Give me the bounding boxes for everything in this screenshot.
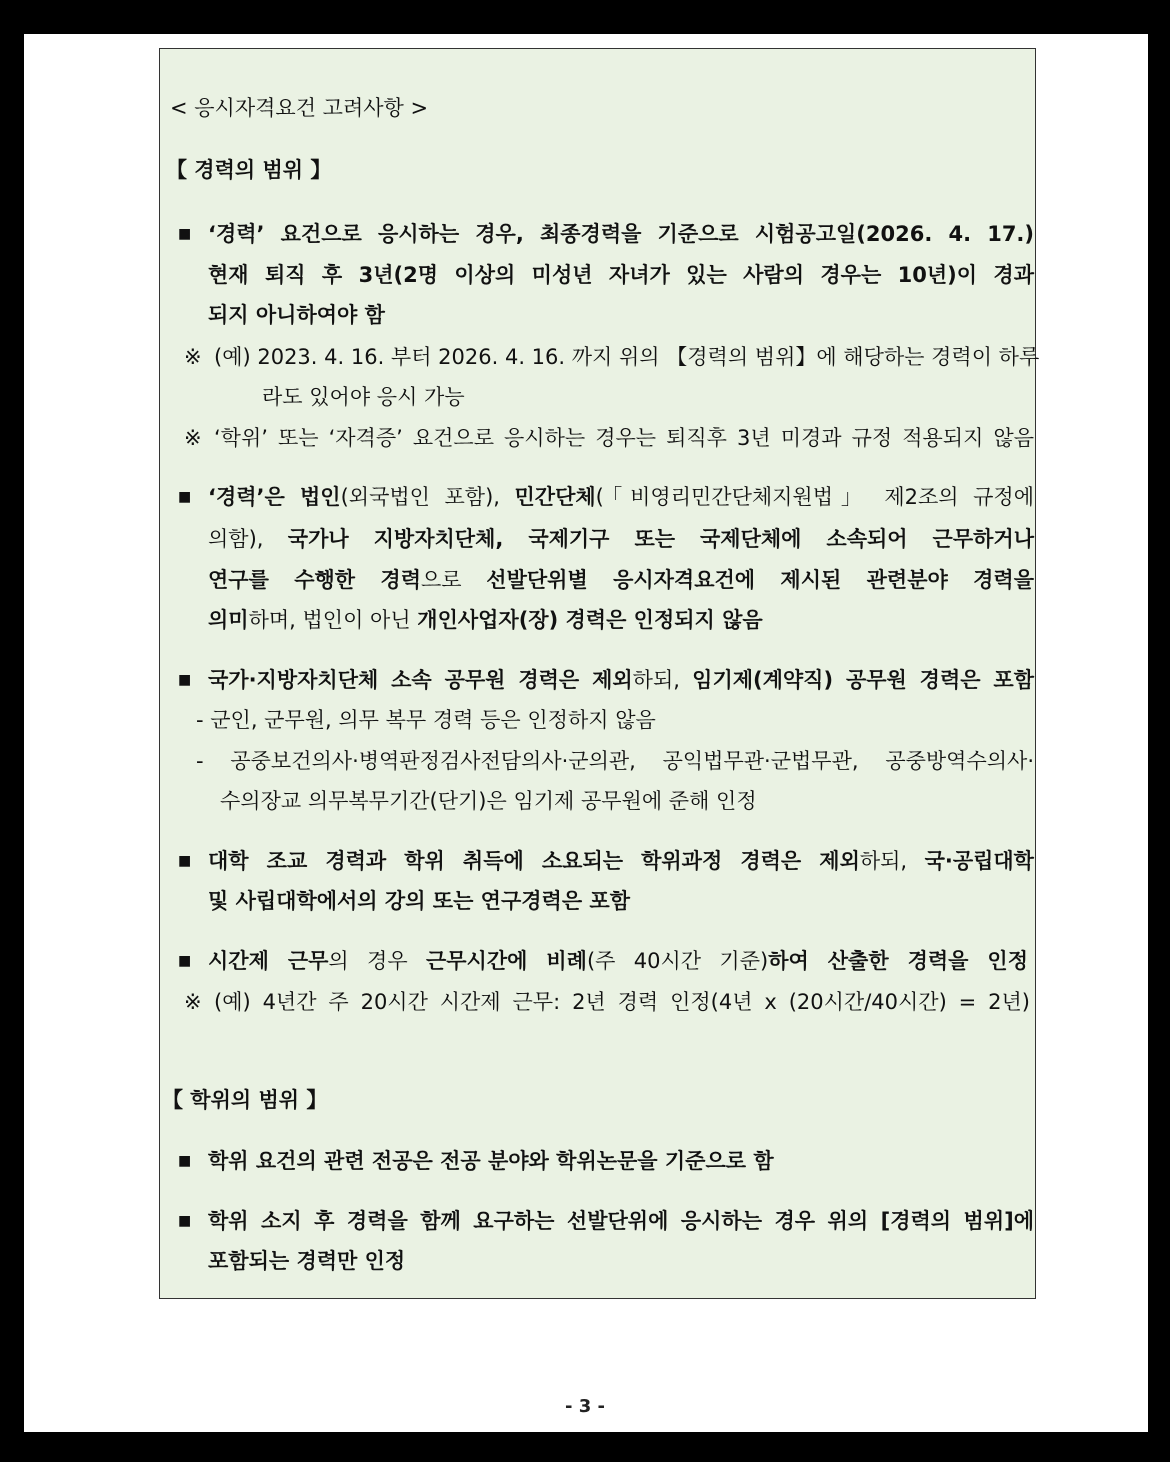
career-note-2 [0,418,1170,458]
career-bullet-3-dash-2-line-2 [0,781,1170,821]
career-bullet-3-dash-2 [0,741,1170,781]
career-bullet-3-dash-1 [0,700,1170,740]
degree-heading-line [0,1080,1170,1120]
dash-text: - 군인, 군무원, 의무 복무 경력 등은 인정하지 않음 [196,708,656,732]
career-bullet-1 [0,214,1170,254]
degree-section-heading: 【 학위의 범위 】 [162,1088,328,1112]
bullet-icon: ■ [178,953,192,969]
page-number: - 3 - [565,1396,605,1417]
career-bullet-4 [0,841,1170,881]
career-note-3 [0,982,1170,1022]
bullet-text: 의함), 국가나 지방자치단체, 국제기구 또는 국제단체에 소속되어 근무하거나 [208,527,1034,551]
dash-text: 수의장교 의무복무기간(단기)은 임기제 공무원에 준해 인정 [220,789,757,813]
reference-mark-icon: ※ [184,426,202,450]
bullet-text: 현재 퇴직 후 3년(2명 이상의 미성년 자녀가 있는 사람의 경우는 10년)이 경과 [208,263,1034,287]
career-bullet-2 [0,477,1170,517]
note-text: (예) 4년간 주 20시간 시간제 근무: 2년 경력 인정(4년 x (20시간/40시간) = 2년) [214,990,1030,1014]
bullet-icon: ■ [178,226,192,242]
bullet-text: 포함되는 경력만 인정 [208,1249,406,1273]
bullet-text: ‘경력’은 법인(외국법인 포함), 민간단체(「비영리민간단체지원법」 제2조의 규정에 [208,485,1034,509]
bullet-text: 대학 조교 경력과 학위 취득에 소요되는 학위과정 경력은 제외하되, 국·공립대학 [208,849,1034,873]
bullet-text: 연구를 수행한 경력으로 선발단위별 응시자격요건에 제시된 관련분야 경력을 [208,568,1034,592]
top-frame [0,0,1170,34]
career-bullet-3 [0,660,1170,700]
bullet-text: 학위 소지 후 경력을 함께 요구하는 선발단위에 응시하는 경우 위의 [경력의 범위]에 [208,1209,1034,1233]
career-bullet-2-line-2 [0,519,1170,559]
bullet-text: 의미하며, 법인이 아닌 개인사업자(장) 경력은 인정되지 않음 [208,608,763,632]
bullet-text: 학위 요건의 관련 전공은 전공 분야와 학위논문을 기준으로 함 [208,1149,774,1173]
career-bullet-1-line-2 [0,255,1170,295]
box-title-line [0,88,1170,128]
box-title: < 응시자격요건 고려사항 > [170,96,429,120]
degree-bullet-2-line-2 [0,1241,1170,1281]
career-bullet-1-line-3 [0,295,1170,335]
bullet-text: 되지 아니하여야 함 [208,303,385,327]
degree-bullet-2 [0,1201,1170,1241]
career-bullet-5 [0,941,1170,981]
bullet-icon: ■ [178,1213,192,1229]
reference-mark-icon: ※ [184,990,202,1014]
degree-bullet-1 [0,1141,1170,1181]
reference-mark-icon: ※ [184,345,202,369]
bullet-icon: ■ [178,1153,192,1169]
career-note-1 [0,337,1170,377]
bullet-text: 및 사립대학에서의 강의 또는 연구경력은 포함 [208,889,630,913]
bullet-text: ‘경력’ 요건으로 응시하는 경우, 최종경력을 기준으로 시험공고일(2026. 4. 17.) [208,222,1034,246]
note-text: 라도 있어야 응시 가능 [262,385,465,409]
bullet-text: 국가·지방자치단체 소속 공무원 경력은 제외하되, 임기제(계약직) 공무원 경력은 포함 [208,668,1034,692]
career-note-1-line-2 [0,377,1170,417]
career-bullet-2-line-3 [0,560,1170,600]
career-heading-line [0,150,1170,190]
note-text: ‘학위’ 또는 ‘자격증’ 요건으로 응시하는 경우는 퇴직후 3년 미경과 규정 적용되지 않음 [214,426,1034,450]
dash-text: - 공중보건의사·병역판정검사전담의사·군의관, 공익법무관·군법무관, 공중방역수의사· [196,749,1034,773]
bullet-icon: ■ [178,672,192,688]
bullet-text: 시간제 근무의 경우 근무시간에 비례(주 40시간 기준)하여 산출한 경력을 인정 [208,949,1029,973]
bullet-icon: ■ [178,853,192,869]
note-text: (예) 2023. 4. 16. 부터 2026. 4. 16. 까지 위의 【경력의 범위】에 해당하는 경력이 하루 [214,345,1040,369]
career-bullet-4-line-2 [0,881,1170,921]
bottom-frame [0,1432,1170,1462]
bullet-icon: ■ [178,489,192,505]
career-bullet-2-line-4 [0,600,1170,640]
career-section-heading: 【 경력의 범위 】 [166,158,332,182]
